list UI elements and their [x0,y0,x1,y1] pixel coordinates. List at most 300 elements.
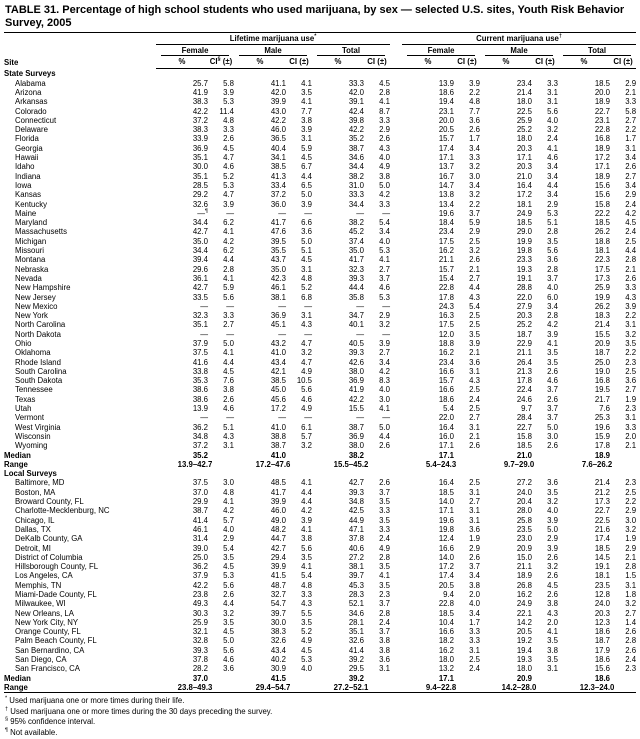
gap-cell [390,478,402,487]
value-cell: 36.1 [192,273,208,283]
value-cell: 16.6 [438,627,455,637]
value-cell: 2.6 [547,590,559,599]
value-cell: 4.3 [301,320,312,330]
value-cell: 41.0 [270,348,286,358]
site-cell: Nevada [15,273,42,283]
value-cell: 42.2 [348,394,364,404]
gap-cell [390,190,402,199]
value-cell: 14.0 [438,497,455,507]
value-cell: 44.9 [348,515,364,525]
value-cell: 18.5 [594,218,611,228]
value-cell: 39.0 [192,543,208,553]
value-cell: 24.9 [516,208,533,218]
site-cell: New Orleans, LA [15,608,74,618]
value-cell: 2.6 [379,134,391,144]
value-cell: 3.1 [223,441,234,451]
value-cell: 4.2 [547,320,559,330]
value-cell: 22.2 [594,208,611,218]
summary-row [4,683,636,693]
value-cell: 33.3 [348,78,364,88]
group-label: Current marijuana use† [402,34,636,45]
value-cell: 4.0 [301,664,312,674]
site-cell: Wyoming [15,441,48,451]
value-cell: 3.4 [625,180,637,190]
value-cell: 3.8 [379,171,391,181]
value-cell: 2.2 [625,125,637,135]
value-cell: 4.4 [223,357,234,367]
value-cell: 17.1 [516,153,533,163]
value-cell: 46.1 [270,283,286,293]
value-cell: — [278,208,286,218]
value-cell: 2.6 [547,552,559,562]
site-cell: West Virginia [15,422,61,432]
value-cell: 4.9 [379,543,391,553]
value-cell: 4.9 [301,636,312,646]
summary-row [4,451,636,460]
gap-cell [390,404,402,413]
summary-value: 12.3–24.0 [558,683,636,693]
value-cell: 3.8 [301,534,312,544]
value-cell: 3.2 [547,562,559,572]
value-cell: 23.4 [438,357,455,367]
value-cell: 15.7 [438,134,455,144]
value-cell: 4.1 [223,227,234,237]
value-cell: 2.9 [469,227,481,237]
value-cell: 2.5 [469,311,481,321]
value-cell: 2.6 [379,441,391,451]
value-cell: 21.3 [516,366,533,376]
value-cell: 39.5 [270,236,286,246]
table-title: TABLE 31. Percentage of high school students who used marijuana, by sex — selected U.S. sites, Youth Risk Behavior Survey, 2005 [5,4,625,30]
value-cell: 4.4 [301,171,312,181]
summary-label: Range [4,683,156,693]
value-cell: 21.1 [516,562,533,572]
value-cell: 37.2 [192,115,208,125]
value-cell: 4.0 [547,506,559,516]
value-cell: 6.6 [301,218,312,228]
value-cell: 17.2 [516,190,533,200]
value-cell: 2.8 [547,264,559,274]
value-cell: 17.1 [594,162,611,172]
gap-cell [390,460,402,469]
value-cell: 4.6 [223,655,234,665]
value-cell: 5.1 [547,218,559,228]
gap-cell [390,293,402,302]
value-cell: 30.3 [192,608,208,618]
value-cell: 4.1 [301,78,312,88]
value-cell: 21.7 [594,394,611,404]
site-cell: Miami-Dade County, FL [15,590,97,599]
value-cell: 16.2 [438,246,455,256]
value-cell: 3.9 [301,199,312,209]
summary-value: 17.2–47.6 [255,459,291,469]
value-cell: 4.4 [547,180,559,190]
site-cell: Wisconsin [15,431,51,441]
value-cell: 37.2 [270,190,286,200]
value-cell: 5.0 [301,190,312,200]
table-row [4,116,636,125]
value-cell: 3.6 [469,357,481,367]
value-cell: 43.2 [270,338,286,348]
site-cell: Iowa [15,180,32,190]
value-cell: — [226,301,234,311]
value-cell: — [382,301,391,311]
value-cell: 3.5 [223,552,234,562]
value-cell: 17.2 [270,404,286,414]
summary-value: 23.8–49.3 [156,683,234,693]
value-cell: 45.1 [270,320,286,330]
value-cell: 3.1 [625,413,637,423]
value-cell: 2.7 [625,608,637,618]
gap-cell [390,311,402,320]
value-cell: 22.5 [516,106,533,116]
value-cell: 17.8 [438,292,455,302]
value-cell: 2.8 [625,636,637,646]
ci-header: CI (±) [610,56,636,69]
value-cell: 4.5 [301,153,312,163]
table-row [4,655,636,664]
value-cell: 4.0 [547,283,559,293]
summary-value: 29.4–54.7 [234,683,312,693]
value-cell: 3.4 [547,190,559,200]
value-cell: 43.0 [270,106,286,116]
value-cell: 17.4 [438,571,455,581]
value-cell: 4.5 [379,78,391,88]
gap-cell [390,88,402,97]
value-cell: 34.8 [192,431,208,441]
value-cell: 2.9 [547,534,559,544]
value-cell: 19.6 [438,515,455,525]
value-cell: 37.8 [192,655,208,665]
value-cell: 3.9 [547,543,559,553]
value-cell: 3.0 [379,394,391,404]
value-cell: 4.8 [223,115,234,125]
site-cell: Tennessee [15,385,53,395]
value-cell: 39.4 [192,255,208,265]
empty-cell [610,674,636,683]
value-cell: 25.3 [594,413,611,423]
value-cell: 19.4 [516,645,533,655]
value-cell: 3.8 [547,599,559,609]
value-cell: 2.3 [625,478,637,488]
value-cell: 15.6 [594,664,611,674]
value-cell: 16.6 [438,385,455,395]
value-cell: 1.9 [469,534,481,544]
value-cell: 3.5 [547,636,559,646]
ci-header: CI§ (±) [208,56,234,69]
gap-cell [390,218,402,227]
value-cell: 5.3 [223,571,234,581]
gap [390,45,402,56]
value-cell: 17.3 [594,497,611,507]
value-cell: 3.1 [301,264,312,274]
value-cell: 19.2 [516,636,533,646]
subgroup-male: Male [234,45,312,56]
value-cell: 5.1 [223,422,234,432]
value-cell: 24.6 [516,394,533,404]
value-cell: 2.6 [223,590,234,599]
value-cell: 33.3 [348,190,364,200]
value-cell: 24.0 [594,599,611,609]
value-cell: 18.3 [594,311,611,321]
value-cell: 3.1 [547,97,559,107]
gap-cell [390,79,402,88]
subgroup-female: Female [402,45,480,56]
value-cell: 16.4 [516,180,533,190]
value-cell: 41.7 [348,255,364,265]
gap-cell [390,246,402,255]
value-cell: 4.0 [223,524,234,534]
value-cell: 5.3 [223,97,234,107]
summary-value: 27.2–52.1 [312,683,390,693]
table-row [4,423,636,432]
table-row [4,348,636,357]
value-cell: 4.6 [223,404,234,414]
value-cell: 18.0 [438,655,455,665]
value-cell: 2.7 [469,497,481,507]
value-cell: — [200,413,208,423]
gap-cell [390,162,402,171]
value-cell: 3.3 [625,422,637,432]
value-cell: 38.3 [192,97,208,107]
value-cell: 43.4 [270,645,286,655]
empty-cell [364,451,390,460]
value-cell: 2.4 [625,227,637,237]
value-cell: 2.9 [379,311,391,321]
table-row [4,200,636,209]
value-cell: 42.7 [270,543,286,553]
value-cell: 41.9 [192,87,208,97]
empty-cell [286,451,312,460]
value-cell: 33.8 [192,366,208,376]
value-cell: 2.6 [223,134,234,144]
summary-value: 37.0 [192,673,208,683]
value-cell: 19.0 [594,366,611,376]
value-cell: 28.2 [192,664,208,674]
value-cell: 20.0 [438,115,455,125]
table-row [4,590,636,599]
value-cell: 2.4 [547,134,559,144]
value-cell: — [356,329,364,339]
value-cell: 28.5 [192,180,208,190]
value-cell: 5.4 [379,218,391,228]
value-cell: 23.1 [438,106,455,116]
value-cell: 30.9 [270,664,286,674]
value-cell: 2.9 [625,543,637,553]
empty-cell [532,674,558,683]
value-cell: 27.9 [516,301,533,311]
value-cell: 46.0 [270,125,286,135]
gap-cell [390,516,402,525]
value-cell: 37.9 [192,338,208,348]
value-cell: 23.3 [516,255,533,265]
value-cell: 3.6 [469,524,481,534]
value-cell: 3.1 [301,311,312,321]
gap-cell [390,97,402,106]
value-cell: 18.5 [594,78,611,88]
value-cell: 3.3 [625,283,637,293]
value-cell: 35.1 [348,627,364,637]
site-cell: Broward County, FL [15,497,84,507]
site-cell: New York [15,311,48,321]
empty-cell [532,451,558,460]
subgroup-total: Total [312,45,390,56]
table-row [4,181,636,190]
value-cell: 3.6 [379,655,391,665]
value-cell: 2.2 [625,497,637,507]
value-cell: 41.7 [270,218,286,228]
table-row [4,618,636,627]
value-cell: 49.0 [270,515,286,525]
value-cell: 2.5 [469,655,481,665]
value-cell: 47.6 [270,227,286,237]
value-cell: 2.2 [625,348,637,358]
value-cell: 2.6 [625,162,637,172]
value-cell: 16.8 [594,376,611,386]
value-cell: 5.7 [301,431,312,441]
table-row [4,395,636,404]
value-cell: 3.3 [625,97,637,107]
value-cell: 4.3 [547,608,559,618]
value-cell: 18.6 [438,394,455,404]
value-cell: 28.1 [348,617,364,627]
value-cell: 4.1 [547,338,559,348]
value-cell: 3.7 [547,404,559,414]
value-cell: 4.3 [223,431,234,441]
value-cell: 3.5 [547,348,559,358]
value-cell: 2.5 [469,236,481,246]
section-title: State Surveys [4,69,56,79]
table-row [4,404,636,413]
value-cell: 2.1 [625,552,637,562]
value-cell: 3.6 [547,255,559,265]
site-cell: North Dakota [15,329,61,339]
value-cell: 18.9 [594,171,611,181]
value-cell: 33.4 [270,180,286,190]
site-cell: Los Angeles, CA [15,571,73,581]
value-cell: 6.0 [547,292,559,302]
value-cell: 4.8 [223,487,234,497]
gap-cell [390,227,402,236]
summary-value: 17.1 [438,673,455,683]
value-cell: 3.4 [469,143,481,153]
value-cell: 18.0 [516,134,533,144]
gap-cell [390,116,402,125]
value-cell: 1.8 [625,590,637,599]
value-cell: 16.2 [438,348,455,358]
value-cell: 4.1 [223,348,234,358]
value-cell: 4.2 [301,506,312,516]
gap-cell [390,451,402,460]
value-cell: 3.8 [469,580,481,590]
value-cell: 2.6 [469,125,481,135]
value-cell: — [278,329,286,339]
value-cell: 13.7 [438,162,455,172]
value-cell: 17.4 [438,143,455,153]
value-cell: 27.2 [348,552,364,562]
value-cell: 2.7 [625,171,637,181]
value-cell: 32.3 [192,311,208,321]
empty-cell [208,674,234,683]
value-cell: — [382,329,391,339]
gap-cell [390,237,402,246]
value-cell: 3.6 [301,227,312,237]
value-cell: 18.8 [438,338,455,348]
value-cell: 3.2 [625,329,637,339]
value-cell: 41.3 [270,171,286,181]
value-cell: 42.2 [192,106,208,116]
value-cell: 20.9 [594,338,611,348]
value-cell: 32.8 [192,636,208,646]
site-cell: Montana [15,255,46,265]
value-cell: 15.8 [516,431,533,441]
value-cell: 19.1 [516,273,533,283]
value-cell: 3.5 [301,617,312,627]
value-cell: 49.3 [192,599,208,609]
value-cell: 2.8 [625,255,637,265]
value-cell: 35.2 [348,134,364,144]
value-cell: 3.1 [469,515,481,525]
summary-value: 17.1 [438,450,455,460]
value-cell: 19.8 [516,246,533,256]
value-cell: 2.9 [469,543,481,553]
value-cell: 47.1 [348,524,364,534]
table-row [4,283,636,292]
value-cell: 42.7 [348,478,364,488]
value-cell: 20.3 [516,143,533,153]
value-cell: 38.1 [270,292,286,302]
pct-header: % [312,56,364,69]
value-cell: 5.9 [223,283,234,293]
value-cell: 3.9 [301,125,312,135]
value-cell: 4.1 [379,255,391,265]
value-cell: 5.9 [469,218,481,228]
table-row [4,516,636,525]
site-cell: Hawaii [15,153,39,163]
value-cell: 5.6 [547,246,559,256]
value-cell: 35.3 [192,376,208,386]
value-cell: 26.8 [516,580,533,590]
value-cell: 3.3 [469,627,481,637]
value-cell: 21.0 [516,171,533,181]
gap-cell [390,581,402,590]
value-cell: 45.2 [348,227,364,237]
value-cell: 4.4 [301,497,312,507]
value-cell: 5.0 [379,180,391,190]
value-cell: 4.7 [223,190,234,200]
value-cell: 19.3 [516,655,533,665]
value-cell: 2.6 [469,255,481,265]
table-row [4,311,636,320]
gap-cell [390,320,402,329]
value-cell: — [304,208,312,218]
value-cell: 19.4 [438,97,455,107]
value-cell: 36.2 [192,562,208,572]
value-cell: 3.3 [379,199,391,209]
value-cell: 3.3 [469,636,481,646]
value-cell: 2.6 [625,627,637,637]
value-cell: 42.7 [192,227,208,237]
value-cell: 22.4 [516,385,533,395]
gap-cell [390,571,402,580]
summary-value: 18.9 [594,450,611,460]
footnotes [5,696,636,738]
value-cell: —¶ [197,208,208,218]
value-cell: 3.5 [547,487,559,497]
value-cell: 39.1 [348,97,364,107]
value-cell: 18.9 [594,143,611,153]
value-cell: 2.7 [469,413,481,423]
